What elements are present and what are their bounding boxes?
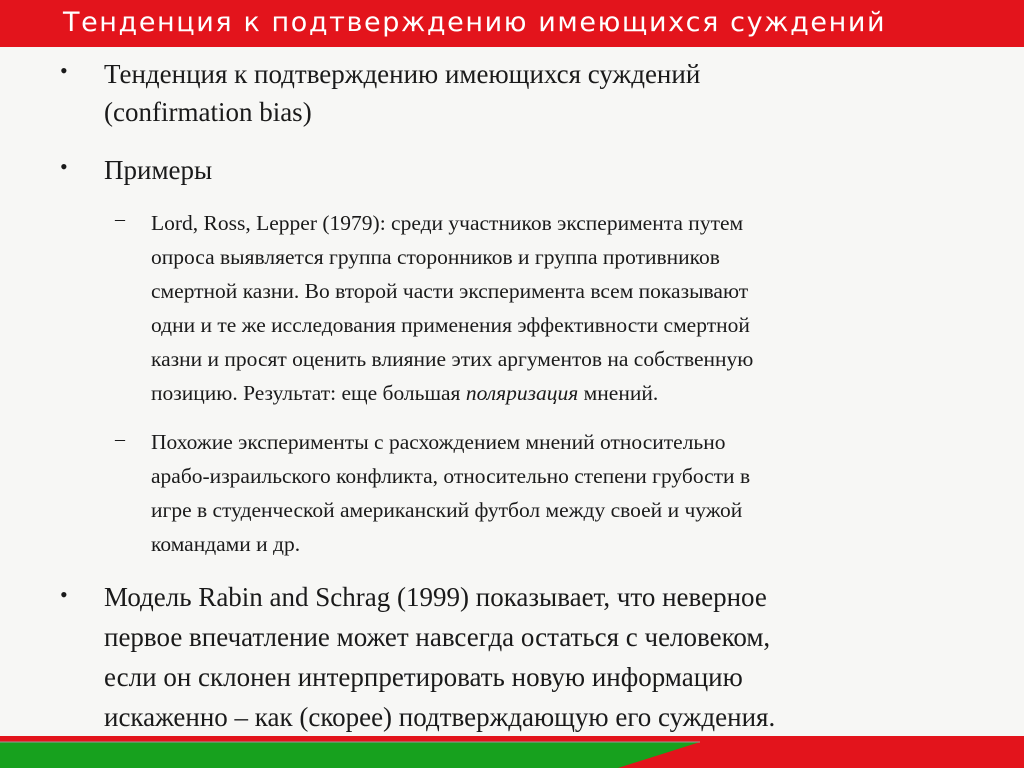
bullet-text-line: Примеры xyxy=(104,155,213,185)
slide-title: Тенденция к подтверждению имеющихся суждений xyxy=(63,7,887,38)
title-bar xyxy=(0,0,1024,47)
sub-text-line: командами и др. xyxy=(151,532,301,556)
bullet-text-line: если он склонен интерпретировать новую информацию xyxy=(104,662,743,692)
bullet-marker: • xyxy=(60,58,68,83)
sub-text-line: смертной казни. Во второй части эксперимента всем показывают xyxy=(151,279,749,303)
sub-text-line: Lord, Ross, Lepper (1979): среди участников эксперимента путем xyxy=(151,211,744,235)
footer-green-band xyxy=(0,742,700,768)
sub-text-line: казни и просят оценить влияние этих аргументов на собственную xyxy=(151,347,754,371)
bullet-marker: • xyxy=(60,154,68,179)
sub-bullet-dash: – xyxy=(115,208,125,230)
sub-text-segment: позицию. Результат: еще большая xyxy=(151,381,466,405)
sub-text-segment: мнений. xyxy=(578,381,659,405)
emphasized-term: поляризация xyxy=(465,381,579,405)
bullet-text-line: искаженно – как (скорее) подтверждающую его суждения. xyxy=(104,702,776,732)
footer-decoration xyxy=(0,736,1024,768)
sub-text-line: игре в студенческой американский футбол между своей и чужой xyxy=(151,498,743,522)
bullet-marker: • xyxy=(60,582,68,607)
sub-text-line xyxy=(151,376,951,410)
sub-text-line: опроса выявляется группа сторонников и группа противников xyxy=(151,245,720,269)
sub-bullet-dash: – xyxy=(115,428,125,450)
bullet-text-line: первое впечатление может навсегда остаться с человеком, xyxy=(104,622,771,652)
bullet-text-line: Тенденция к подтверждению имеющихся суждений xyxy=(104,59,701,89)
sub-text-line: одни и те же исследования применения эффективности смертной xyxy=(151,313,750,337)
sub-text-line: Похожие эксперименты с расхождением мнений относительно xyxy=(151,430,726,454)
bullet-text-line: (confirmation bias) xyxy=(104,97,312,127)
sub-text-line: арабо-израильского конфликта, относительно степени грубости в xyxy=(151,464,751,488)
bullet-text-line: Модель Rabin and Schrag (1999) показывает, что неверное xyxy=(104,582,767,612)
